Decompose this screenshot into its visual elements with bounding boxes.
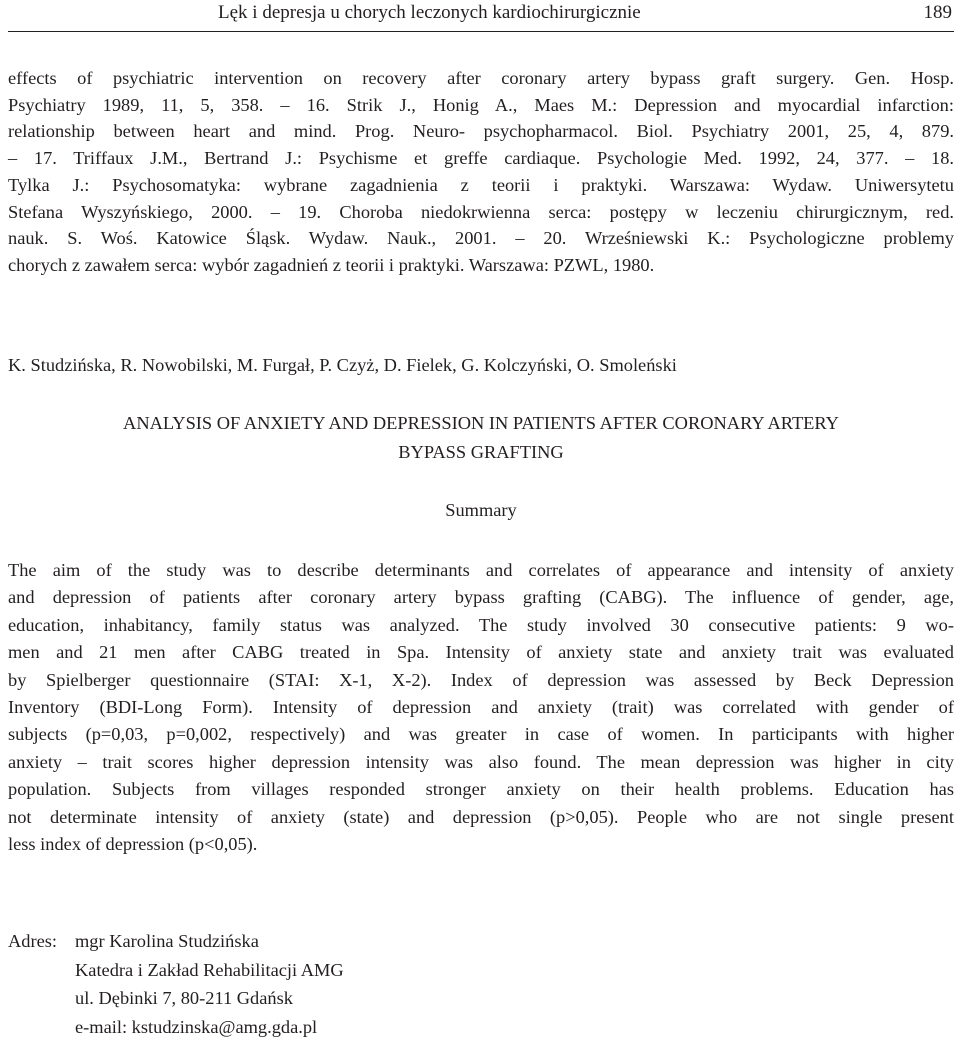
- reference-line: Tylka J.: Psychosomatyka: wybrane zagadnienia z teorii i praktyki. Warszawa: Wydaw. Uniwersytetu: [8, 174, 954, 195]
- article-title-line: BYPASS GRAFTING: [398, 442, 564, 462]
- abstract: [8, 557, 954, 858]
- reference-line: chorych z zawałem serca: wybór zagadnień z teorii i praktyki. Warszawa: PZWL, 1980.: [8, 254, 655, 275]
- abstract-line: Inventory (BDI-Long Form). Intensity of depression and anxiety (trait) was correlated with gender of: [8, 697, 954, 718]
- abstract-line: men and 21 men after CABG treated in Spa. Intensity of anxiety state and anxiety trait was evaluated: [8, 642, 954, 663]
- reference-line: relationship between heart and mind. Prog. Neuro- psychopharmacol. Biol. Psychiatry 2001, 25, 4, 879.: [8, 121, 954, 142]
- summary-heading: Summary: [445, 500, 517, 520]
- reference-line: Psychiatry 1989, 11, 5, 358. – 16. Strik J., Honig A., Maes M.: Depression and myocardial infarction:: [8, 94, 954, 115]
- abstract-line: anxiety – trait scores higher depression intensity was also found. The mean depression was higher in city: [8, 751, 954, 772]
- reference-line: nauk. S. Woś. Katowice Śląsk. Wydaw. Nauk., 2001. – 20. Wrześniewski K.: Psychologiczne problemy: [8, 228, 954, 249]
- address-email[interactable]: e-mail: kstudzinska@amg.gda.pl: [75, 1016, 318, 1037]
- abstract-line: by Spielberger questionnaire (STAI: X-1, X-2). Index of depression was assessed by Beck Depression: [8, 669, 954, 690]
- address-street: ul. Dębinki 7, 80-211 Gdańsk: [75, 988, 293, 1008]
- article-title: [8, 409, 954, 467]
- page-number: 189: [923, 2, 952, 23]
- reference-line: effects of psychiatric intervention on recovery after coronary artery bypass graft surgery. Gen. Hosp.: [8, 68, 954, 88]
- running-title: Lęk i depresja u chorych leczonych kardiochirurgicznie: [218, 2, 641, 23]
- address-name: mgr Karolina Studzińska: [75, 931, 259, 951]
- abstract-line: and depression of patients after coronary artery bypass grafting (CABG). The influence of gender, age,: [8, 587, 954, 608]
- references-continuation: [8, 65, 954, 279]
- reference-line: – 17. Triffaux J.M., Bertrand J.: Psychisme et greffe cardiaque. Psychologie Med. 1992, 24, 377. – 18.: [8, 148, 954, 169]
- address-department: Katedra i Zakład Rehabilitacji AMG: [75, 959, 344, 980]
- abstract-line: education, inhabitancy, family status was analyzed. The study involved 30 consecutive patients: 9 wo-: [8, 614, 954, 635]
- abstract-line: less index of depression (p<0,05).: [8, 834, 258, 855]
- article-title-line: ANALYSIS OF ANXIETY AND DEPRESSION IN PATIENTS AFTER CORONARY ARTERY: [123, 413, 839, 433]
- abstract-line: subjects (p=0,03, p=0,002, respectively) and was greater in case of women. In participants with higher: [8, 724, 954, 745]
- running-header: [8, 0, 954, 32]
- address-lines: [75, 927, 675, 1041]
- article-authors: K. Studzińska, R. Nowobilski, M. Furgał, P. Czyż, D. Fielek, G. Kolczyński, O. Smoleński: [8, 355, 677, 375]
- abstract-line: population. Subjects from villages responded stronger anxiety on their health problems. Education has: [8, 779, 954, 800]
- abstract-line: not determinate intensity of anxiety (state) and depression (p>0,05). People who are not single present: [8, 806, 954, 827]
- address-label: Adres:: [8, 931, 58, 951]
- reference-line: Stefana Wyszyńskiego, 2000. – 19. Choroba niedokrwienna serca: postępy w leczeniu chirurgicznym, red.: [8, 201, 954, 222]
- abstract-line: The aim of the study was to describe determinants and correlates of appearance and intensity of anxiety: [8, 560, 954, 580]
